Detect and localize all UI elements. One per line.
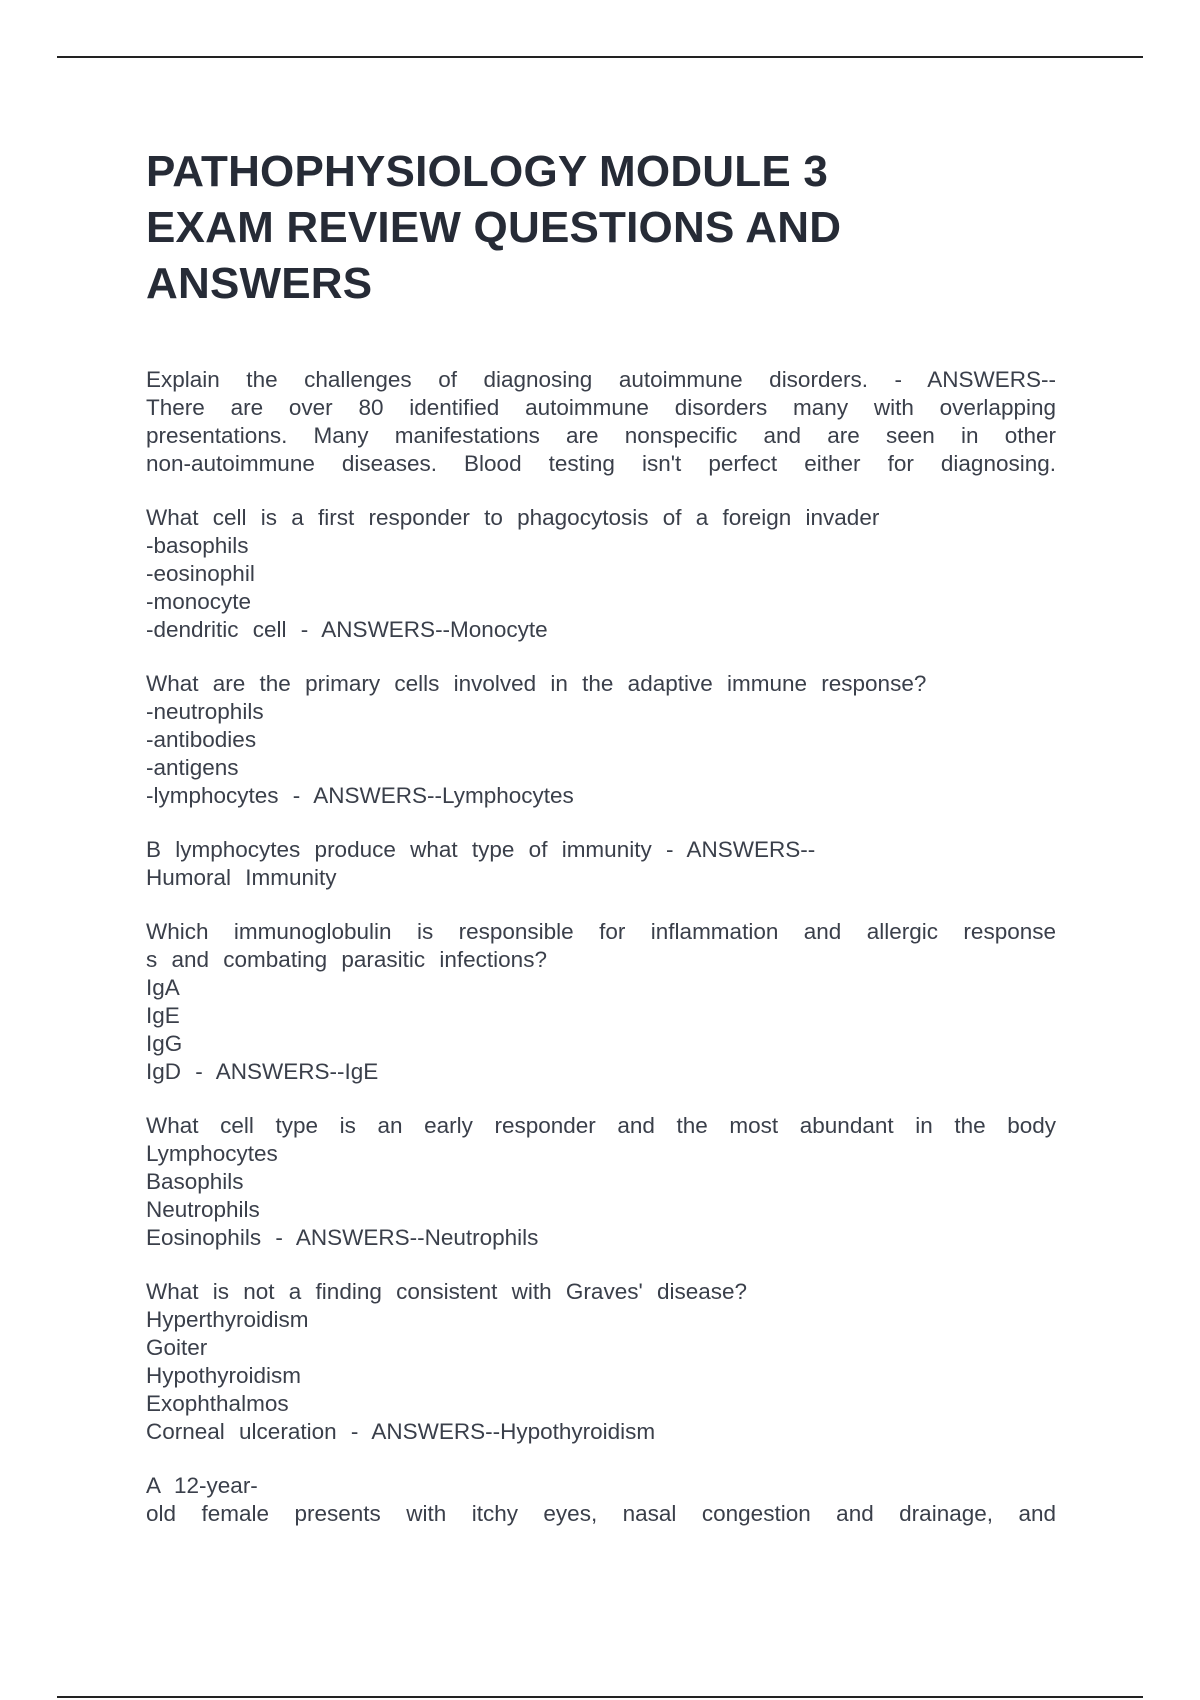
qa-block-1 xyxy=(146,366,1056,478)
option-line: Hypothyroidism xyxy=(146,1363,302,1388)
footer-rule xyxy=(57,1696,1143,1698)
text-line: Explain the challenges of diagnosing autoimmune disorders. - ANSWERS-- xyxy=(146,367,1056,392)
answer-line: -lymphocytes - ANSWERS--Lymphocytes xyxy=(146,783,574,808)
qa-block-4 xyxy=(146,836,1056,892)
question-line: old female presents with itchy eyes, nasal congestion and drainage, and xyxy=(146,1501,1056,1526)
answer-line: -dendritic cell - ANSWERS--Monocyte xyxy=(146,617,548,642)
question-line: What cell type is an early responder and the most abundant in the body xyxy=(146,1113,1056,1138)
question-line: What cell is a first responder to phagocytosis of a foreign invader xyxy=(146,505,880,530)
answer-line: Eosinophils - ANSWERS--Neutrophils xyxy=(146,1225,539,1250)
qa-block-2 xyxy=(146,504,1056,644)
page-title xyxy=(146,144,946,312)
option-line: -basophils xyxy=(146,533,249,558)
question-line: B lymphocytes produce what type of immunity - ANSWERS-- xyxy=(146,837,816,862)
option-line: Basophils xyxy=(146,1169,244,1194)
option-line: IgE xyxy=(146,1003,180,1028)
qa-content xyxy=(146,366,1056,1554)
option-line: IgG xyxy=(146,1031,183,1056)
text-line: There are over 80 identified autoimmune disorders many with overlapping xyxy=(146,395,1056,420)
option-line: -neutrophils xyxy=(146,699,264,724)
question-line: s and combating parasitic infections? xyxy=(146,947,547,972)
question-line: Which immunoglobulin is responsible for inflammation and allergic response xyxy=(146,919,1056,944)
option-line: Exophthalmos xyxy=(146,1391,289,1416)
answer-line: Corneal ulceration - ANSWERS--Hypothyroidism xyxy=(146,1419,656,1444)
answer-line: Humoral Immunity xyxy=(146,865,337,890)
question-line: A 12-year- xyxy=(146,1473,258,1498)
title-line-1: PATHOPHYSIOLOGY MODULE 3 xyxy=(146,147,828,196)
qa-block-6 xyxy=(146,1112,1056,1252)
qa-block-3 xyxy=(146,670,1056,810)
qa-block-7 xyxy=(146,1278,1056,1446)
qa-block-5 xyxy=(146,918,1056,1086)
title-line-2: EXAM REVIEW QUESTIONS AND xyxy=(146,203,842,252)
option-line: -monocyte xyxy=(146,589,252,614)
option-line: -eosinophil xyxy=(146,561,255,586)
option-line: -antibodies xyxy=(146,727,257,752)
option-line: Lymphocytes xyxy=(146,1141,278,1166)
option-line: Goiter xyxy=(146,1335,208,1360)
option-line: -antigens xyxy=(146,755,239,780)
question-line: What are the primary cells involved in the adaptive immune response? xyxy=(146,671,927,696)
option-line: Hyperthyroidism xyxy=(146,1307,309,1332)
text-line: presentations. Many manifestations are nonspecific and are seen in other xyxy=(146,423,1056,448)
title-line-3: ANSWERS xyxy=(146,259,373,308)
header-rule xyxy=(57,56,1143,58)
answer-line: IgD - ANSWERS--IgE xyxy=(146,1059,379,1084)
question-line: What is not a finding consistent with Graves' disease? xyxy=(146,1279,748,1304)
text-line: non-autoimmune diseases. Blood testing isn't perfect either for diagnosing. xyxy=(146,451,1056,476)
option-line: IgA xyxy=(146,975,180,1000)
qa-block-8 xyxy=(146,1472,1056,1528)
option-line: Neutrophils xyxy=(146,1197,260,1222)
